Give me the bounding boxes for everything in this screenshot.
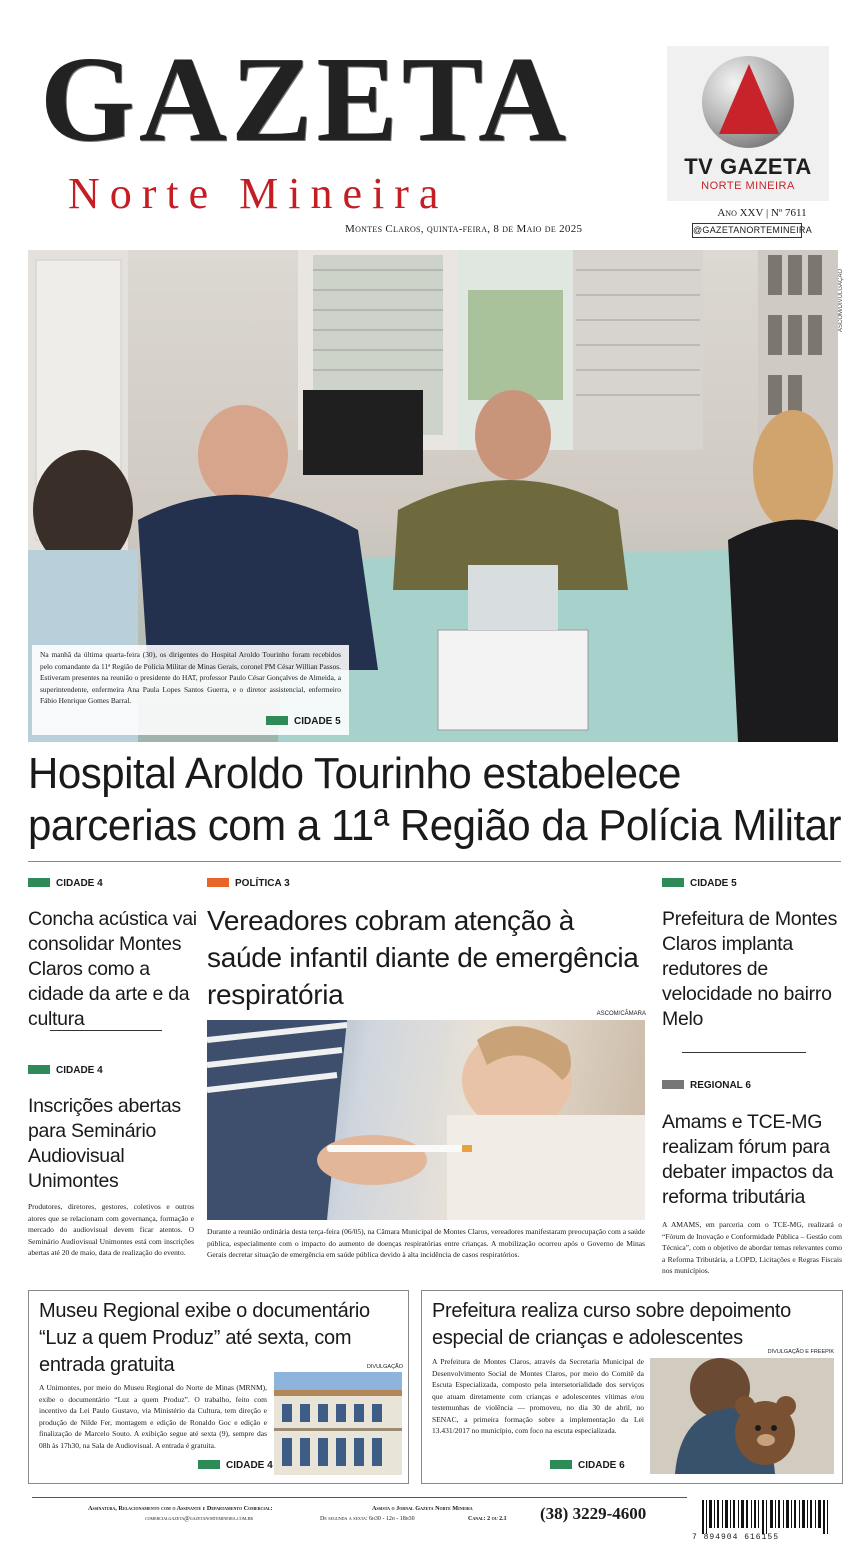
edition-number: Ano XXV | Nº 7611 bbox=[717, 207, 807, 219]
divider bbox=[682, 1052, 806, 1053]
lead-headline-line2: parcerias com a 11ª Região da Polícia Militar bbox=[28, 801, 842, 850]
child-thermometer-illustration bbox=[207, 1020, 645, 1220]
section-color-bar bbox=[198, 1460, 220, 1469]
center-story-body: Durante a reunião ordinária desta terça-feira (06/05), na Câmara Municipal de Montes Claros, vereadores manifestaram preocupação com a saúde pública, especialmente com o impacto do aumento de doenças respiratórias entre crianças. A mobilização ocorreu após o Governo de Minas Gerais decretar situação de emergência em saúde pública devido à alta incidência de casos respiratórios. bbox=[207, 1227, 645, 1259]
course-photo[interactable] bbox=[650, 1358, 834, 1474]
photo-credit: ASCOM/CÂMARA bbox=[596, 1011, 646, 1017]
center-story-photo[interactable] bbox=[207, 1020, 645, 1220]
tv-gazeta-logo bbox=[667, 46, 829, 201]
left-story2-headline[interactable]: Inscrições abertas para Seminário Audiovisual Unimontes bbox=[28, 1095, 181, 1192]
left-story2-tag[interactable] bbox=[28, 1065, 178, 1079]
section-color-bar bbox=[28, 1065, 50, 1074]
child-teddy-illustration bbox=[650, 1358, 834, 1474]
section-color-bar bbox=[266, 716, 288, 725]
course-story-body: A Prefeitura de Montes Claros, através da Secretaria Municipal de Desenvolvimento Social de Montes Claros, por meio do Comitê da Escuta Especializada, composto pela intersetorialidade dos serviços que atuam diretamente com crianças e adolescentes vítimas e/ou testemunhas de violência — promoveu, no dia 30 de abril, no SENAC, a primeira formação sobre a implementação da Lei 13.431/2017 no município, com foco na escuta especializada. bbox=[432, 1357, 644, 1435]
lead-headline-line1: Hospital Aroldo Tourinho estabelece bbox=[28, 749, 681, 798]
course-story-headline[interactable]: Prefeitura realiza curso sobre depoimento especial de crianças e adolescentes bbox=[432, 1300, 792, 1349]
social-handle: @GAZETANORTEMINEIRA bbox=[692, 223, 802, 238]
right-story2-headline[interactable]: Amams e TCE-MG realizam fórum para debater impactos da reforma tributária bbox=[662, 1111, 833, 1208]
section-color-bar bbox=[28, 878, 50, 887]
barcode bbox=[692, 1500, 842, 1544]
tag-label: POLÍTICA 3 bbox=[235, 878, 290, 889]
barcode-icon bbox=[692, 1500, 842, 1534]
tv-logo-sub: NORTE MINEIRA bbox=[701, 180, 795, 192]
photo-credit: DIVULGAÇÃO E FREEPIK bbox=[767, 1349, 834, 1355]
section-color-bar bbox=[662, 878, 684, 887]
tag-label: CIDADE 4 bbox=[56, 878, 103, 889]
museum-story-tag[interactable] bbox=[198, 1460, 278, 1474]
lead-tag-label: CIDADE 5 bbox=[294, 716, 341, 727]
section-color-bar bbox=[662, 1080, 684, 1089]
footer-divider bbox=[32, 1497, 687, 1498]
footer-channel: Canal: 2 ou 2.1 bbox=[468, 1516, 507, 1522]
photo-credit: ASCOM/DIVULGAÇÃO bbox=[838, 268, 844, 332]
footer-subscription-label: Assinatura, Relacionamento com o Assinante e Departamento Comercial: bbox=[88, 1505, 273, 1512]
tag-label: REGIONAL 6 bbox=[690, 1080, 751, 1091]
right-story2-body: A AMAMS, em parceria com o TCE-MG, realizará o “Fórum de Inovação e Conformidade Pública – Gestão com Técnica”, com o objetivo de abordar temas relevantes como a Reforma Tributária, a LOPD, Licitações e Regras Fiscais nos municípios. bbox=[662, 1220, 842, 1275]
barcode-digits: 7 894904 616155 bbox=[692, 1533, 780, 1542]
tv-logo-name: TV GAZETA bbox=[684, 154, 812, 179]
footer-email[interactable]: comercialgazeta@gazetanortemineira.com.br bbox=[145, 1516, 254, 1522]
tag-label: CIDADE 4 bbox=[226, 1460, 273, 1471]
right-story1-headline[interactable]: Prefeitura de Montes Claros implanta redutores de velocidade no bairro Melo bbox=[662, 908, 838, 1030]
lead-section-tag[interactable] bbox=[266, 716, 346, 730]
photo-credit: DIVULGAÇÃO bbox=[366, 1364, 403, 1370]
divider bbox=[50, 1030, 162, 1031]
museum-story-headline[interactable]: Museu Regional exibe o documentário “Luz a quem Produz” até sexta, com entrada gratuita bbox=[39, 1300, 370, 1376]
divider bbox=[28, 861, 841, 862]
section-color-bar bbox=[207, 878, 229, 887]
left-story1-tag[interactable] bbox=[28, 878, 178, 892]
tag-label: CIDADE 6 bbox=[578, 1460, 625, 1471]
lead-photo-caption: Na manhã da última quarta-feira (30), os dirigentes do Hospital Aroldo Tourinho foram recebidos pelo comandante da 11ª Região de Polícia Militar de Minas Gerais, coronel PM César Willian Passos. Estiveram presentes na reunião o presidente do HAT, professor Paulo César Gonçalves de Almeida, a superintendente, enfermeira Ana Paula Lopes Santos Guerra, e o diretor assistencial, enfermeiro Fábio Henrique Gomes Barral. bbox=[32, 645, 349, 735]
footer-hours: De segunda a sexta: 6h30 - 12h - 18h30 bbox=[320, 1516, 415, 1522]
museum-photo[interactable] bbox=[274, 1372, 402, 1475]
dateline: Montes Claros, quinta-feira, 8 de Maio de 2025 bbox=[345, 223, 583, 235]
tag-label: CIDADE 4 bbox=[56, 1065, 103, 1076]
masthead-subtitle: Norte Mineira bbox=[68, 169, 449, 218]
left-story1-headline[interactable]: Concha acústica vai consolidar Montes Claros como a cidade da arte e da cultura bbox=[28, 908, 197, 1030]
footer-phone[interactable]: (38) 3229-4600 bbox=[540, 1504, 647, 1523]
section-color-bar bbox=[550, 1460, 572, 1469]
center-story-tag[interactable] bbox=[207, 878, 357, 892]
lead-headline[interactable] bbox=[28, 748, 842, 858]
masthead-title: GAZETA bbox=[40, 32, 571, 167]
right-story2-tag[interactable] bbox=[662, 1080, 812, 1094]
museum-building-illustration bbox=[274, 1372, 402, 1475]
center-story-headline[interactable]: Vereadores cobram atenção à saúde infantil diante de emergência respiratória bbox=[207, 905, 639, 1010]
footer-watch-label: Assista o Jornal Gazeta Norte Mineira bbox=[372, 1505, 473, 1512]
left-story2-body: Produtores, diretores, gestores, coletivos e outros atores que se relacionam com governança, formação e mercado do audiovisual devem ficar atentos. O Seminário Audiovisual Unimontes está com inscrições abertas até 20 de maio, data de realização do evento. bbox=[28, 1202, 194, 1257]
course-story-tag[interactable] bbox=[550, 1460, 630, 1474]
red-triangle-icon bbox=[719, 64, 779, 134]
tag-label: CIDADE 5 bbox=[690, 878, 737, 889]
museum-story-body: A Unimontes, por meio do Museu Regional do Norte de Minas (MRNM), exibe o documentário “Luz a quem Produz”. O trabalho, feito com incentivo da Lei Paulo Gustavo, via Ministério da Cultura, tem direção e produção de Nilde Fer, montagem e edição de Ronaldo Goc e edição e finalização de Marcelo Souto. A exibição segue até sexta (9), sempre das 08h às 17h30, na Sala de Audiovisual. A entrada é gratuita. bbox=[39, 1383, 267, 1450]
right-story1-tag[interactable] bbox=[662, 878, 812, 892]
